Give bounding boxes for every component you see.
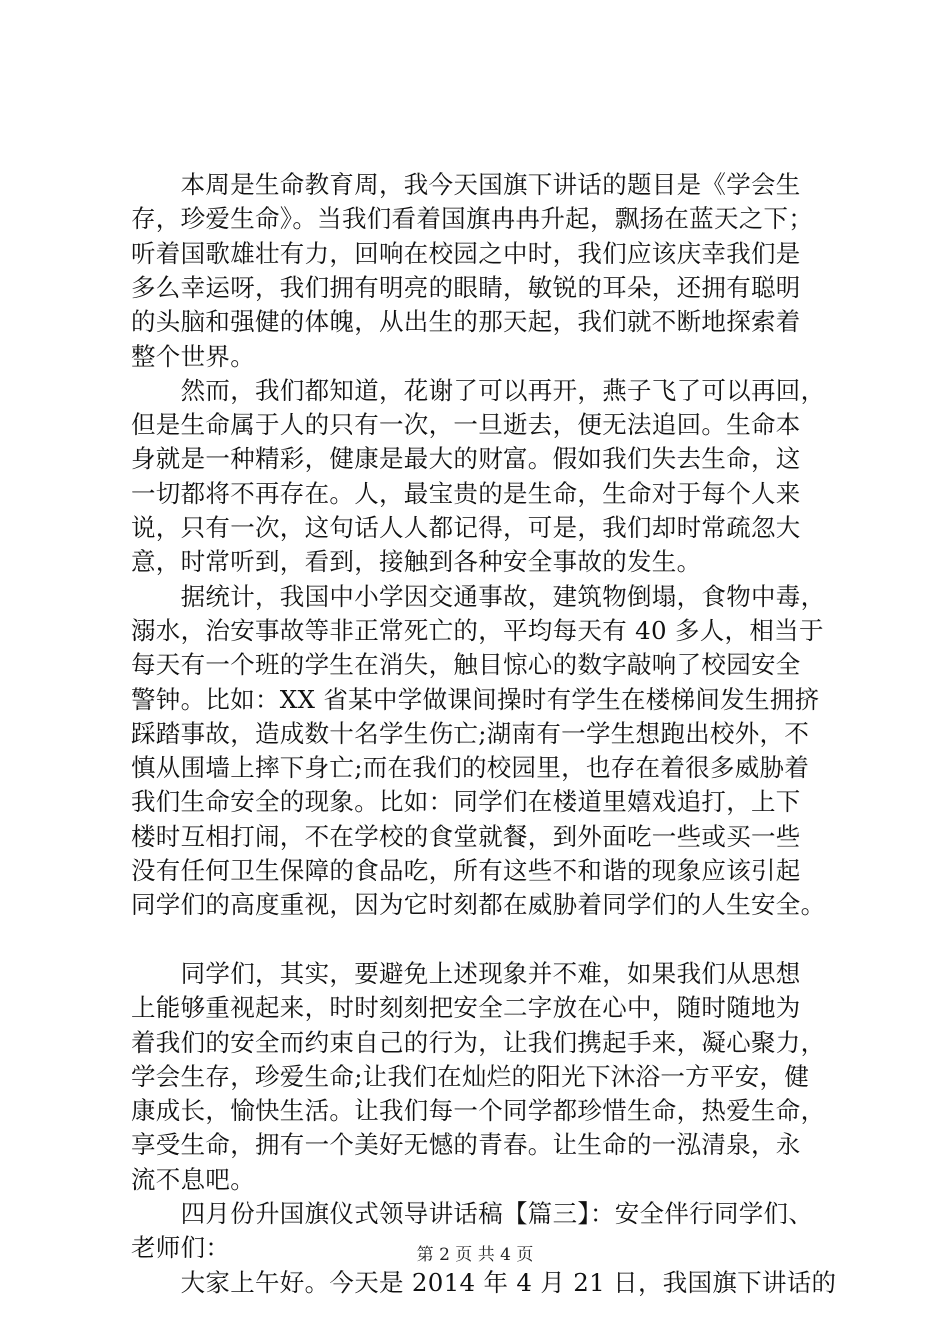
text-line: 溺水，治安事故等非正常死亡的，平均每天有 40 多人，相当于 [131, 615, 824, 645]
text-line: 整个世界。 [131, 341, 255, 371]
text-line: 每天有一个班的学生在消失，触目惊心的数字敲响了校园安全 [131, 650, 801, 680]
text-line: 上能够重视起来，时时刻刻把安全二字放在心中，随时随地为 [131, 993, 801, 1023]
text-line: 存，珍爱生命》。当我们看着国旗冉冉升起，飘扬在蓝天之下； [131, 204, 814, 234]
text-line: 警钟。比如：XX 省某中学做课间操时有学生在楼梯间发生拥挤 [131, 684, 820, 714]
text-line: 慎从围墙上摔下身亡;而在我们的校园里，也存在着很多威胁着 [131, 753, 810, 783]
text-line: 享受生命，拥有一个美好无憾的青春。让生命的一泓清泉，永 [131, 1130, 801, 1160]
text-line: 康成长，愉快生活。让我们每一个同学都珍惜生命，热爱生命， [131, 1096, 826, 1126]
text-line: 四月份升国旗仪式领导讲话稿【篇三】：安全伴行同学们、 [131, 1199, 814, 1228]
text-line: 但是生命属于人的只有一次，一旦逝去，便无法追回。生命本 [131, 410, 801, 440]
text-line: 学会生存，珍爱生命;让我们在灿烂的阳光下沐浴一方平安，健 [131, 1061, 810, 1091]
text-line: 意，时常听到，看到，接触到各种安全事故的发生。 [131, 547, 702, 577]
text-line: 着我们的安全而约束自己的行为，让我们携起手来，凝心聚力， [131, 1027, 826, 1057]
text-line: 老师们： [131, 1233, 231, 1263]
text-line: 多么幸运呀，我们拥有明亮的眼睛，敏锐的耳朵，还拥有聪明 [131, 272, 801, 302]
text-line: 流不息吧。 [131, 1164, 255, 1194]
text-line: 同学们，其实，要避免上述现象并不难，如果我们从思想 [131, 958, 801, 988]
text-line: 然而，我们都知道，花谢了可以再开，燕子飞了可以再回， [131, 375, 826, 405]
text-line: 据统计，我国中小学因交通事故，建筑物倒塌，食物中毒， [131, 581, 826, 611]
text-line: 踩踏事故，造成数十名学生伤亡;湖南有一学生想跑出校外，不 [131, 718, 810, 748]
text-line: 一切都将不再存在。人，最宝贵的是生命，生命对于每个人来 [131, 478, 801, 508]
text-line: 同学们的高度重视，因为它时刻都在威胁着同学们的人生安全。 [131, 890, 826, 920]
text-line: 没有任何卫生保障的食品吃，所有这些不和谐的现象应该引起 [131, 856, 801, 885]
text-line: 本周是生命教育周，我今天国旗下讲话的题目是《学会生 [131, 170, 801, 199]
text-line: 听着国歌雄壮有力，回响在校园之中时，我们应该庆幸我们是 [131, 238, 801, 268]
text-line: 楼时互相打闹，不在学校的食堂就餐，到外面吃一些或买一些 [131, 821, 801, 851]
text-line: 的头脑和强健的体魄，从出生的那天起，我们就不断地探索着 [131, 307, 801, 337]
text-line: 大家上午好。今天是 2014 年 4 月 21 日，我国旗下讲话的 [131, 1267, 837, 1297]
text-line: 我们生命安全的现象。比如：同学们在楼道里嬉戏追打，上下 [131, 787, 801, 817]
text-line: 说，只有一次，这句话人人都记得，可是，我们却时常疏忽大 [131, 513, 801, 542]
text-line [131, 923, 831, 957]
page-footer: 第 2 页 共 4 页 [416, 1245, 534, 1265]
text-line: 身就是一种精彩，健康是最大的财富。假如我们失去生命，这 [131, 444, 801, 474]
